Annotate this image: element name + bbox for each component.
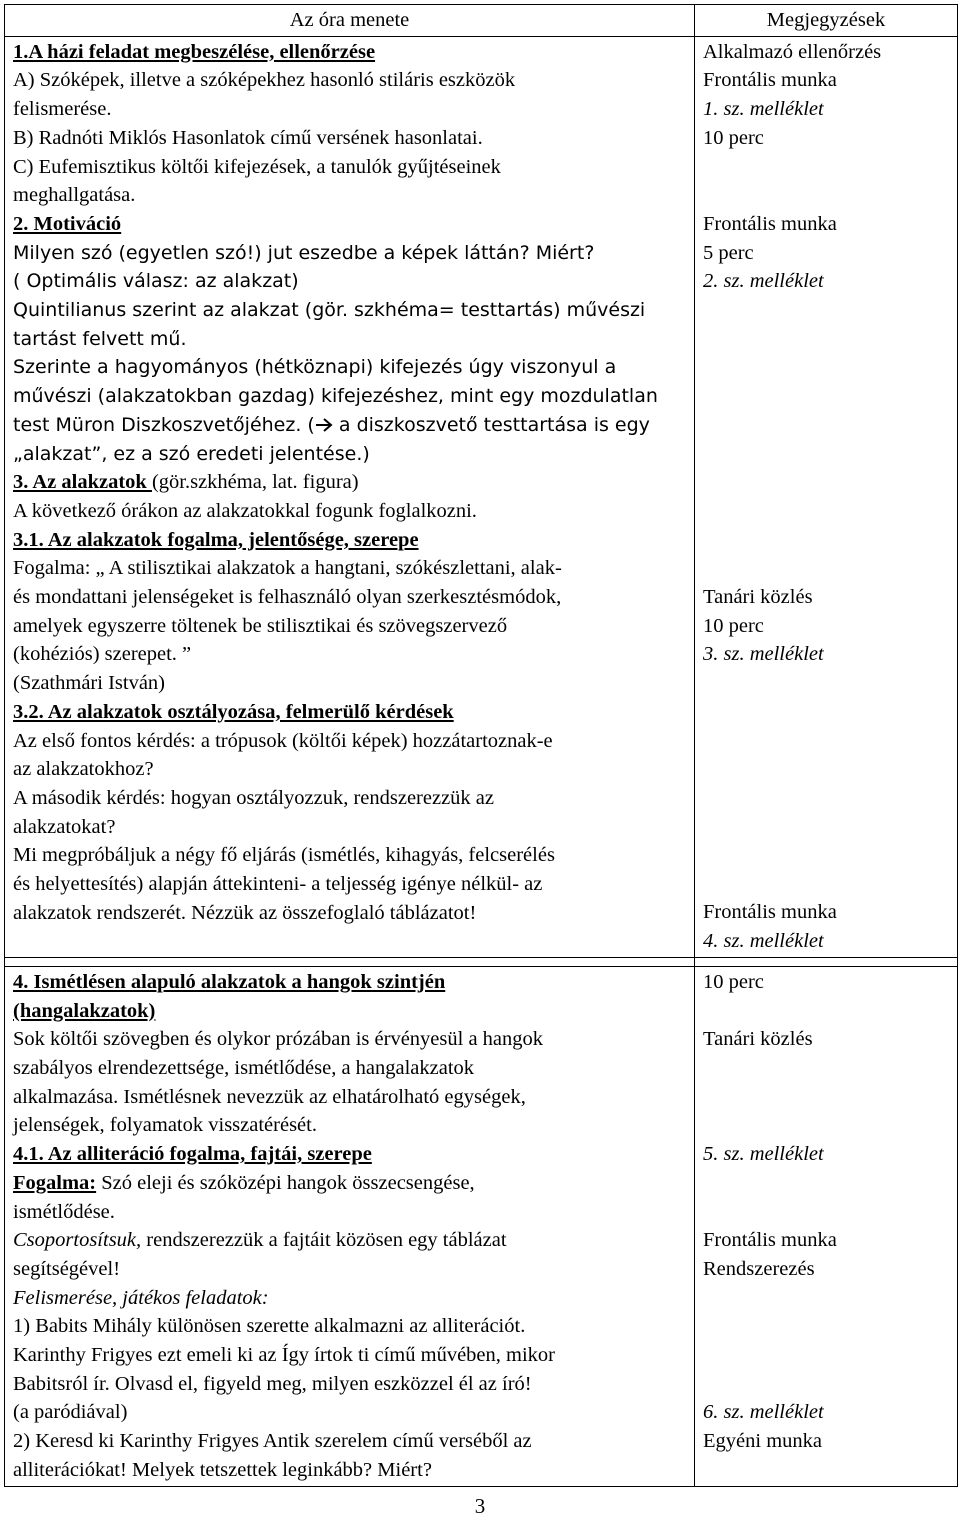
text-line: Quintilianus szerint az alakzat (gör. szkhéma= testtartás) művészi: [13, 299, 646, 322]
note-attachment: 5. sz. melléklet: [703, 1143, 824, 1166]
text-line: meghallgatása.: [13, 184, 136, 207]
block-1-row: [5, 36, 958, 957]
header-row: [5, 5, 958, 37]
text-line: Mi megpróbáljuk a négy fő eljárás (ismétlés, kihagyás, felcserélés: [13, 844, 555, 867]
text-line: (Szathmári István): [13, 672, 165, 695]
text-line: segítségével!: [13, 1257, 121, 1280]
heading-classification: 3.2. Az alakzatok osztályozása, felmerülő kérdések: [13, 700, 454, 723]
text-line: A következő órákon az alakzatokkal fogunk foglalkozni.: [13, 499, 477, 522]
text-line: „alakzat”, ez a szó eredeti jelentése.): [13, 442, 370, 465]
text-line: ismétlődése.: [13, 1200, 115, 1223]
task-line: [13, 1226, 686, 1255]
text-line: alakzatokat?: [13, 815, 116, 838]
text-line: felismerése.: [13, 98, 112, 121]
text-line: (a paródiával): [13, 1401, 128, 1424]
note: Alkalmazó ellenőrzés: [703, 40, 882, 63]
task-label: Csoportosítsuk,: [13, 1229, 142, 1252]
text-line: Fogalma: „ A stilisztikai alakzatok a hangtani, szókészlettani, alak-: [13, 557, 562, 580]
heading-alakzatok: 3. Az alakzatok: [13, 471, 152, 494]
heading-motivation: 2. Motiváció: [13, 212, 122, 235]
text-line: alakzatok rendszerét. Nézzük az összefoglaló táblázatot!: [13, 901, 477, 924]
text-line: amelyek egyszerre töltenek be stilisztikai és szövegszervező: [13, 614, 508, 637]
block-2-content: [5, 966, 695, 1486]
page-number: 3: [474, 1494, 486, 1518]
right-arrow-icon: [315, 418, 333, 432]
header-notes: Megjegyzések: [695, 5, 958, 37]
text-line: az alakzatokhoz?: [13, 758, 154, 781]
note: Frontális munka: [703, 212, 837, 235]
note-duration: 5 perc: [703, 241, 754, 264]
heading-concept: 3.1. Az alakzatok fogalma, jelentősége, szerepe: [13, 528, 419, 551]
text-segment: Szó eleji és szóközépi hangok összecsengése,: [96, 1171, 475, 1194]
text-line: tartást felvett mű.: [13, 327, 187, 350]
text-line: (kohéziós) szerepet. ”: [13, 643, 192, 666]
heading-alliteration: 4.1. Az alliteráció fogalma, fajtái, szerepe: [13, 1143, 372, 1166]
text-line: B) Radnóti Miklós Hasonlatok című versének hasonlatai.: [13, 126, 483, 149]
text-segment: rendszerezzük a fajtáit közösen egy táblázat: [141, 1229, 507, 1252]
text-line: C) Eufemisztikus költői kifejezések, a tanulók gyűjtéseinek: [13, 155, 501, 178]
text-line: 2) Keresd ki Karinthy Frigyes Antik szerelem című verséből az: [13, 1430, 532, 1453]
definition-line: [13, 1169, 686, 1198]
spacer-row: [5, 957, 958, 966]
header-lesson-flow: Az óra menete: [5, 5, 695, 37]
text-line: alkalmazása. Ismétlésnek nevezzük az elhatárolható egységek,: [13, 1085, 526, 1108]
text-line-with-arrow: [13, 411, 686, 440]
text-line: Milyen szó (egyetlen szó!) jut eszedbe a képek láttán? Miért?: [13, 241, 595, 264]
note: Frontális munka: [703, 1229, 837, 1252]
note: Egyéni munka: [703, 1429, 822, 1452]
text-line: alliterációkat! Melyek tetszettek leginkább? Miért?: [13, 1458, 432, 1481]
heading-homework: 1.A házi feladat megbeszélése, ellenőrzése: [13, 40, 376, 63]
block-2-row: [5, 966, 958, 1486]
text-segment: (gör.szkhéma, lat. figura): [151, 471, 359, 494]
note-duration: 10 perc: [703, 126, 764, 149]
note-attachment: 6. sz. melléklet: [703, 1401, 824, 1424]
text-line: ( Optimális válasz: az alakzat): [13, 270, 299, 293]
text-line: Az első fontos kérdés: a trópusok (költői képek) hozzátartoznak-e: [13, 729, 553, 752]
block-2-notes: [695, 966, 958, 1486]
note: Rendszerezés: [703, 1257, 815, 1280]
definition-label: Fogalma:: [13, 1171, 97, 1194]
text-line: 1) Babits Mihály különösen szerette alkalmazni az alliterációt.: [13, 1315, 526, 1338]
text-line: jelenségek, folyamatok visszatérését.: [13, 1114, 317, 1137]
note: Frontális munka: [703, 69, 837, 92]
text-line: Szerinte a hagyományos (hétköznapi) kifejezés úgy viszonyul a: [13, 356, 617, 379]
block-1-notes: [695, 36, 958, 957]
text-line: Babitsról ír. Olvasd el, figyeld meg, milyen eszközzel él az író!: [13, 1372, 532, 1395]
text-line: szabályos elrendezettsége, ismétlődése, a hangalakzatok: [13, 1057, 475, 1079]
note: Frontális munka: [703, 901, 837, 924]
note-attachment: 4. sz. melléklet: [703, 930, 824, 953]
text-line: és helyettesítés) alapján áttekinteni- a teljesség igénye nélkül- az: [13, 873, 543, 896]
note: Tanári közlés: [703, 1028, 813, 1051]
text-segment: test Müron Diszkoszvetőjéhez. (: [13, 413, 315, 436]
text-segment: a diszkoszvető testtartása is egy: [332, 413, 650, 436]
heading-alakzatok-line: [13, 468, 686, 497]
heading-repetition: 4. Ismétlésen alapuló alakzatok a hangok szintjén: [13, 970, 446, 993]
note-duration: 10 perc: [703, 970, 764, 993]
text-line: A) Szóképek, illetve a szóképekhez hasonló stiláris eszközök: [13, 69, 516, 92]
task-heading: Felismerése, játékos feladatok:: [13, 1286, 269, 1309]
text-line: művészi (alakzatokban gazdag) kifejezéshez, mint egy mozdulatlan: [13, 385, 658, 408]
text-line: Sok költői szövegben és olykor prózában is érvényesül a hangok: [13, 1028, 544, 1051]
note-attachment: 1. sz. melléklet: [703, 98, 824, 121]
note: Tanári közlés: [703, 585, 813, 608]
note-attachment: 3. sz. melléklet: [703, 643, 824, 666]
text-line: Karinthy Frigyes ezt emeli ki az Így írtok ti című művében, mikor: [13, 1344, 555, 1367]
note-attachment: 2. sz. melléklet: [703, 270, 824, 293]
text-line: A második kérdés: hogyan osztályozzuk, rendszerezzük az: [13, 786, 494, 809]
note-duration: 10 perc: [703, 614, 764, 637]
lesson-plan-table: [4, 4, 958, 1487]
heading-repetition-sub: (hangalakzatok): [13, 999, 156, 1022]
text-line: és mondattani jelenségeket is felhasználó olyan szerkesztésmódok,: [13, 586, 562, 609]
block-1-content: [5, 36, 695, 957]
